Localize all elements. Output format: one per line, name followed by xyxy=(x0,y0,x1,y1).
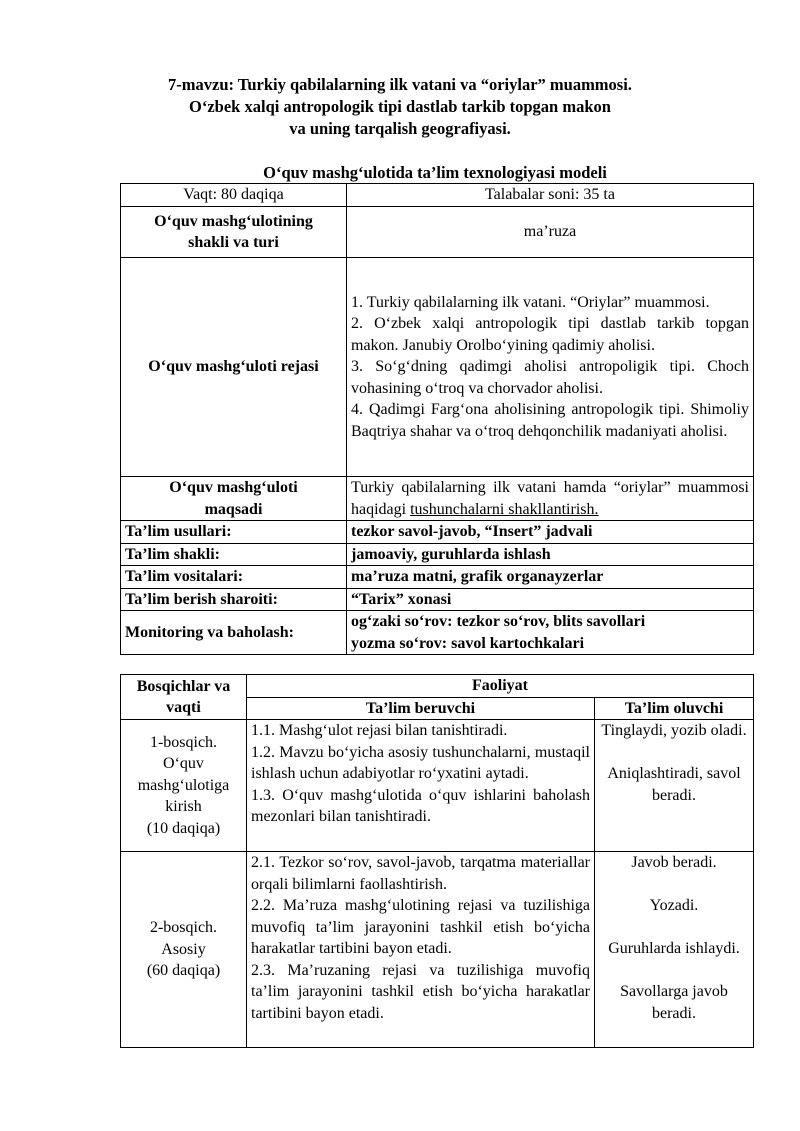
teacher-activity-cell xyxy=(247,720,595,852)
model-table xyxy=(120,183,754,655)
teacher-activity-item: 2.3. Ma’ruzaning rejasi va tuzilishiga muvofiq ta’lim jarayonini tashkil etish bo‘yicha harakatlar tartibini bayon etadi. xyxy=(251,961,590,1022)
spacer xyxy=(599,742,749,764)
form2-value-cell: jamoaviy, guruhlarda ishlash xyxy=(347,543,754,566)
stages-header-line-1: Bosqichlar va xyxy=(136,677,231,695)
activity-header-cell: Faoliyat xyxy=(247,675,754,698)
goal-text-cell xyxy=(347,477,754,521)
stage-line: O‘quv xyxy=(163,755,204,773)
stage-line: Asosiy xyxy=(161,940,206,958)
plan-item: 2. O‘zbek xalqi antropologik tipi dastlab tarkib topgan makon. Janubiy Orolbo‘yining qadimiy aholisi. xyxy=(351,315,749,354)
title-line-2: O‘zbek xalqi antropologik tipi dastlab tarkib topgan makon xyxy=(189,97,611,116)
time-cell: Vaqt: 80 daqiqa xyxy=(121,184,347,207)
student-activity-item: Savollarga javob beradi. xyxy=(620,983,728,1022)
teacher-header-cell: Ta’lim beruvchi xyxy=(247,697,595,720)
stage-line: kirish xyxy=(165,798,202,816)
student-activity-item: Yozadi. xyxy=(649,897,699,914)
plan-items-cell xyxy=(347,258,754,477)
student-activity-item: Aniqlashtiradi, savol beradi. xyxy=(607,765,741,804)
student-activity-cell xyxy=(595,852,754,1048)
teacher-activity-item: 2.1. Tezkor so‘rov, savol-javob, tarqatma materiallar orqali bilimlarni faollashtirish. xyxy=(251,854,590,893)
plan-item: 3. So‘g‘dning qadimgi aholisi antropoligik tipi. Choch vohasining o‘troq va chorvador aholisi. xyxy=(351,358,749,397)
title-line-3: va uning tarqalish geografiyasi. xyxy=(289,119,511,138)
means-label-cell: Ta’lim vositalari: xyxy=(121,566,347,589)
plan-item: 4. Qadimgi Farg‘ona aholisining antropologik tipi. Shimoliy Baqtriya shahar va o‘troq dehqonchilik madaniyati aholisi. xyxy=(351,401,749,440)
goal-text: Turkiy qabilalarning ilk vatani hamda “oriylar” muammosi haqidagi xyxy=(351,479,749,518)
teacher-activity-item: 1.2. Mavzu bo‘yicha asosiy tushunchalarni, mustaqil ishlash uchun adabiyotlar ro‘yxatini aytadi. xyxy=(251,743,590,782)
student-activity-item: Javob beradi. xyxy=(631,854,717,871)
spacer xyxy=(599,874,749,896)
monitoring-value-cell xyxy=(347,611,754,655)
teacher-activity-item: 2.2. Ma’ruza mashg‘ulotining rejasi va tuzilishiga muvofiq ta’lim jarayonini tashkil etish bo‘yicha harakatlar tartibini bayon etadi. xyxy=(251,897,590,957)
model-title: O‘quv mashg‘ulotida ta’lim texnologiyasi modeli xyxy=(263,163,607,182)
form-label-line-1: O‘quv mashg‘ulotining xyxy=(154,212,313,230)
student-activity-item: Tinglaydi, yozib oladi. xyxy=(601,722,747,739)
stage-line: 1-bosqich. xyxy=(149,733,218,751)
stage-cell xyxy=(121,720,247,852)
student-activity-item: Guruhlarda ishlaydi. xyxy=(608,940,740,957)
plan-item: 1. Turkiy qabilalarning ilk vatani. “Oriylar” muammosi. xyxy=(351,293,710,311)
stages-table xyxy=(120,674,754,1048)
student-header-cell: Ta’lim oluvchi xyxy=(595,697,754,720)
methods-value-cell: tezkor savol-javob, “Insert” jadvali xyxy=(347,521,754,544)
plan-label-cell: O‘quv mashg‘uloti rejasi xyxy=(121,258,347,477)
goal-underlined-text: tushunchalarni shakllantirish. xyxy=(410,500,599,518)
stage-line: (10 daqiqa) xyxy=(146,819,221,837)
stage-line: (60 daqiqa) xyxy=(146,962,221,980)
students-cell: Talabalar soni: 35 ta xyxy=(347,184,754,207)
stages-header-cell xyxy=(121,675,247,720)
spacer xyxy=(599,917,749,939)
conditions-value-cell: “Tarix” xonasi xyxy=(347,588,754,611)
spacer xyxy=(599,960,749,982)
monitoring-value-line-2: yozma so‘rov: savol kartochkalari xyxy=(351,634,585,652)
methods-label-cell: Ta’lim usullari: xyxy=(121,521,347,544)
stage-line: mashg‘ulotiga xyxy=(137,776,230,794)
monitoring-label-cell: Monitoring va baholash: xyxy=(121,611,347,655)
conditions-label-cell: Ta’lim berish sharoiti: xyxy=(121,588,347,611)
goal-label-cell xyxy=(121,477,347,521)
document-title xyxy=(100,74,700,140)
form-value-cell: ma’ruza xyxy=(347,207,754,258)
stages-header-line-2: vaqti xyxy=(166,699,201,716)
monitoring-value-line-1: og‘zaki so‘rov: tezkor so‘rov, blits savollari xyxy=(351,613,646,630)
goal-label-line-2: maqsadi xyxy=(204,500,263,518)
form-label-cell xyxy=(121,207,347,258)
goal-label-line-1: O‘quv mashg‘uloti xyxy=(169,479,298,496)
teacher-activity-item: 1.3. O‘quv mashg‘ulotida o‘quv ishlarini baholash mezonlari bilan tanishtiradi. xyxy=(251,786,590,825)
teacher-activity-cell xyxy=(247,852,595,1048)
student-activity-cell xyxy=(595,720,754,852)
title-line-1: 7-mavzu: Turkiy qabilalarning ilk vatani va “oriylar” muammosi. xyxy=(168,75,632,94)
form-label-line-2: shakli va turi xyxy=(188,234,279,251)
stage-line: 2-bosqich. xyxy=(149,919,218,937)
means-value-cell: ma’ruza matni, grafik organayzerlar xyxy=(347,566,754,589)
teacher-activity-item: 1.1. Mashg‘ulot rejasi bilan tanishtiradi. xyxy=(251,722,508,739)
stage-cell xyxy=(121,852,247,1048)
form2-label-cell: Ta’lim shakli: xyxy=(121,543,347,566)
